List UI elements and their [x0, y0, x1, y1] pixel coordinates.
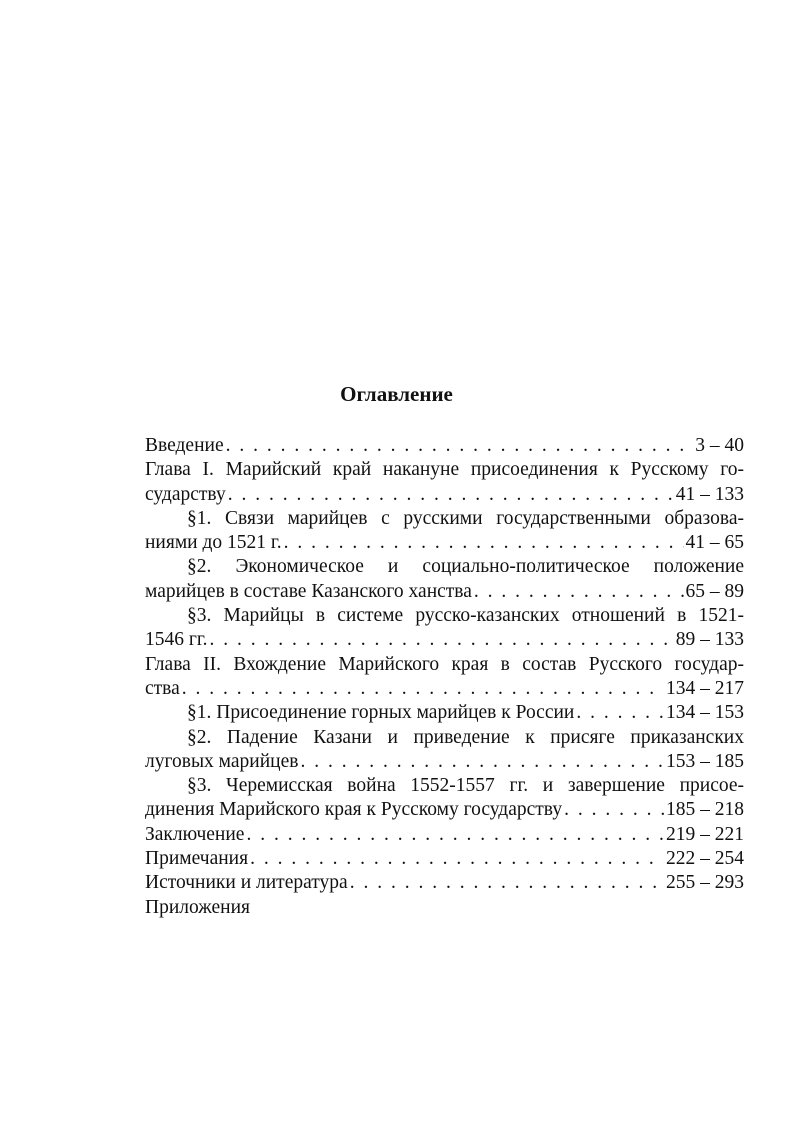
- toc-entry-chapter-1-cont: [145, 483, 744, 507]
- dot-leader: [250, 847, 664, 871]
- toc-entry-notes: [145, 847, 744, 871]
- dot-leader: [182, 677, 664, 701]
- toc-entry-introduction: [145, 434, 744, 458]
- toc-entry-pages: 219 – 221: [666, 823, 744, 845]
- toc-entry-label: марийцев в составе Казанского ханства: [145, 580, 472, 602]
- toc-entry-label: ства: [145, 677, 180, 699]
- toc-entry-label: §1. Присоединение горных марийцев к России: [187, 702, 575, 724]
- toc-entry-ch1-sec3: §3. Марийцы в системе русско-казанских отношений в 1521-: [187, 605, 744, 627]
- toc-entry-ch1-sec2: §2. Экономическое и социально-политическое положение: [187, 556, 744, 578]
- dot-leader: [226, 434, 694, 458]
- toc-entry-chapter-1: Глава I. Марийский край накануне присоединения к Русскому го-: [145, 459, 744, 481]
- dot-leader: [210, 628, 674, 652]
- dot-leader: [350, 871, 664, 895]
- toc-entry-pages: 41 – 65: [685, 532, 744, 554]
- toc-entry-chapter-2: Глава II. Вхождение Марийского края в состав Русского государ-: [145, 653, 744, 675]
- toc-entry-ch2-sec2: §2. Падение Казани и приведение к присяге приказанских: [187, 726, 744, 748]
- toc-entry-label: луговых марийцев: [145, 750, 299, 772]
- toc-entry-pages: 3 – 40: [695, 435, 744, 456]
- toc-entry-pages: 255 – 293: [666, 872, 744, 894]
- dot-leader: [228, 483, 674, 507]
- dot-leader: [474, 580, 684, 604]
- toc-entry-ch2-sec3-cont: [145, 798, 744, 822]
- table-of-contents: [145, 434, 744, 920]
- toc-entry-pages: 134 – 153: [666, 702, 744, 724]
- toc-entry-appendices: [145, 896, 744, 920]
- toc-entry-ch2-sec3: §3. Черемисская война 1552-1557 гг. и завершение присое-: [187, 775, 744, 797]
- dot-leader: [246, 823, 664, 847]
- toc-entry-label: Заключение: [145, 823, 245, 845]
- toc-entry-ch1-sec2-cont: [145, 580, 744, 604]
- toc-entry-pages: 222 – 254: [666, 848, 744, 870]
- toc-entry-pages: 134 – 217: [666, 677, 744, 699]
- toc-entry-label: 1546 гг.: [145, 629, 208, 651]
- toc-entry-ch2-sec1: [145, 701, 744, 725]
- toc-entry-pages: 41 – 133: [675, 483, 744, 505]
- toc-entry-label: Приложения: [145, 896, 250, 918]
- toc-entry-ch1-sec1: §1. Связи марийцев с русскими государственными образова-: [187, 507, 744, 529]
- toc-entry-label: ниями до 1521 г.: [145, 532, 282, 554]
- toc-entry-ch1-sec1-cont: [145, 531, 744, 555]
- toc-entry-pages: 89 – 133: [675, 629, 744, 651]
- toc-entry-pages: 185 – 218: [666, 799, 744, 821]
- dot-leader: [564, 798, 664, 822]
- toc-entry-label: Примечания: [145, 848, 249, 870]
- toc-entry-label: Источники и литература: [145, 872, 348, 894]
- toc-entry-label: динения Марийского края к Русскому государству: [145, 799, 563, 821]
- toc-entry-conclusion: [145, 823, 744, 847]
- dot-leader: [284, 531, 684, 555]
- dot-leader: [576, 701, 664, 725]
- page-title: Оглавление: [340, 382, 453, 406]
- dot-leader: [300, 750, 664, 774]
- toc-entry-pages: 153 – 185: [666, 750, 744, 772]
- toc-entry-sources: [145, 871, 744, 895]
- toc-entry-ch1-sec3-cont: [145, 628, 744, 652]
- toc-entry-label: сударству: [145, 483, 226, 505]
- toc-entry-chapter-2-cont: [145, 677, 744, 701]
- toc-entry-pages: 65 – 89: [685, 580, 744, 602]
- toc-entry-ch2-sec2-cont: [145, 750, 744, 774]
- toc-entry-label: Введение: [145, 435, 224, 456]
